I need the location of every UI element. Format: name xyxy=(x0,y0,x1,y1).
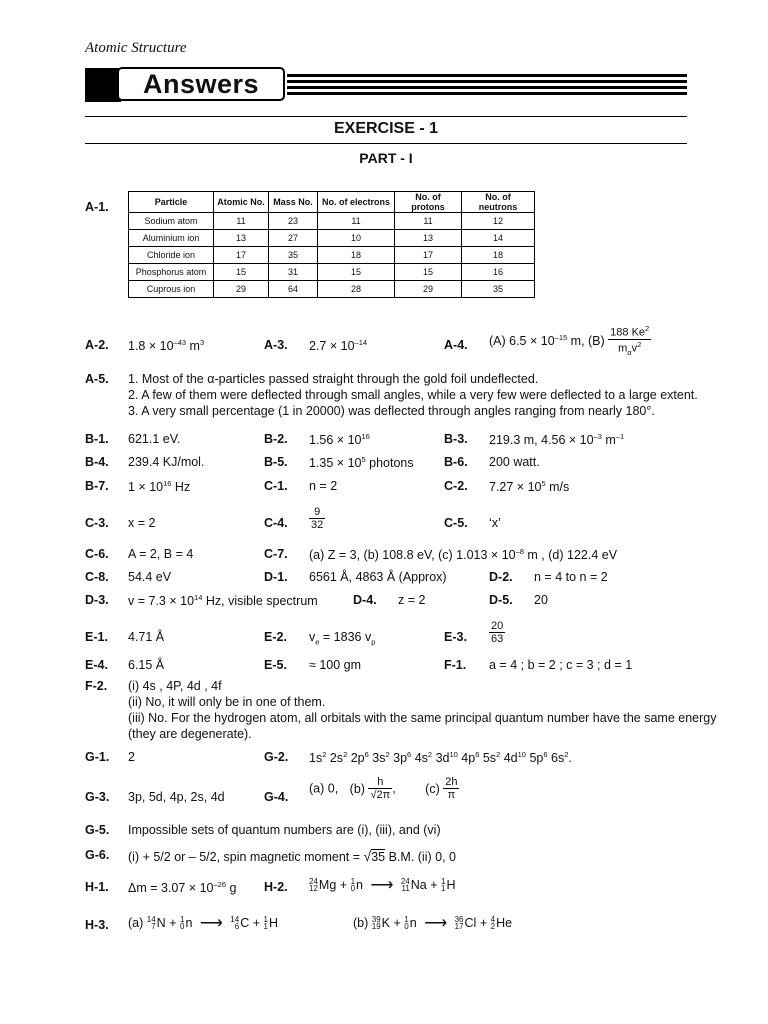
table-row xyxy=(129,281,535,298)
label-b3: B-3. xyxy=(444,432,468,446)
answer-a2: $1.8 \times 10^{-43}$ $m^3$ xyxy=(128,338,205,354)
divider-bottom xyxy=(85,143,687,144)
answer-c2: $7.27 \times 10^5$ m/s xyxy=(489,479,570,495)
table-header-row xyxy=(129,192,535,213)
answers-banner: Answers xyxy=(117,67,285,101)
answer-d5: 20 xyxy=(534,593,548,607)
answer-d2: n = 4 to n = 2 xyxy=(534,570,608,584)
answer-g2: $1s^2$ $2s^2$ $2p^6$ $3s^2$ $3p^6$ $4s^2$ $3d^{10}$ $4p^6$ $5s^2$ $4d^{10}$ $5p^6$ $6s^2$. xyxy=(309,750,572,766)
column-header: Atomic No. xyxy=(214,192,269,213)
answer-h1: $\Delta m = 3.07 \times 10^{-26}$ g xyxy=(128,880,237,896)
label-g3: G-3. xyxy=(85,790,110,804)
label-g6: G-6. xyxy=(85,848,110,862)
table-cell: 14 xyxy=(462,230,535,247)
answer-h3-b: (b) 39 19 K + 1 0 n ⟶ 36 17 Cl + 4 2 He xyxy=(353,915,513,932)
label-b2: B-2. xyxy=(264,432,288,446)
label-d5: D-5. xyxy=(489,593,513,607)
label-h1: H-1. xyxy=(85,880,109,894)
answer-f2-line1: (i) 4s , 4P, 4d , 4f xyxy=(128,679,222,693)
table-cell: 29 xyxy=(395,281,462,298)
label-e5: E-5. xyxy=(264,658,287,672)
table-cell: Sodium atom xyxy=(129,213,214,230)
label-a5: A-5. xyxy=(85,372,109,386)
table-cell: 10 xyxy=(318,230,395,247)
label-b1: B-1. xyxy=(85,432,109,446)
answer-b4: 239.4 KJ/mol. xyxy=(128,455,205,469)
table-cell: 35 xyxy=(462,281,535,298)
answer-e1: 4.71 Å xyxy=(128,630,165,644)
label-c4: C-4. xyxy=(264,516,288,530)
table-cell: 23 xyxy=(269,213,318,230)
table-cell: 11 xyxy=(318,213,395,230)
answer-c7: (a) Z = 3, (b) 108.8 eV, (c) $1.013 \times 10^{-8}$ m , (d) 122.4 eV xyxy=(309,547,618,563)
table-cell: Phosphorus atom xyxy=(129,264,214,281)
table-cell: 29 xyxy=(214,281,269,298)
answer-c6: A = 2, B = 4 xyxy=(128,547,194,561)
exercise-title: EXERCISE - 1 xyxy=(333,120,439,137)
table-cell: 11 xyxy=(214,213,269,230)
table-cell: 16 xyxy=(462,264,535,281)
label-e3: E-3. xyxy=(444,630,467,644)
label-e2: E-2. xyxy=(264,630,287,644)
label-c3: C-3. xyxy=(85,516,109,530)
table-cell: Cuprous ion xyxy=(129,281,214,298)
label-b4: B-4. xyxy=(85,455,109,469)
label-c6: C-6. xyxy=(85,547,109,561)
table-row xyxy=(129,247,535,264)
table-cell: 17 xyxy=(395,247,462,264)
table-cell: 35 xyxy=(269,247,318,264)
answer-b1: 621.1 eV. xyxy=(128,432,181,446)
label-c8: C-8. xyxy=(85,570,109,584)
answer-f2-line4: (they are degenerate). xyxy=(128,727,252,741)
table-cell: 11 xyxy=(395,213,462,230)
label-a2: A-2. xyxy=(85,338,109,352)
answer-c8: 54.4 eV xyxy=(128,570,172,584)
column-header: Mass No. xyxy=(269,192,318,213)
answer-f2-line3: (iii) No. For the hydrogen atom, all orbitals with the same principal quantum number have the same energy xyxy=(128,711,717,725)
answer-g3: 3p, 5d, 4p, 2s, 4d xyxy=(128,790,225,804)
part-title: PART - I xyxy=(359,150,413,166)
column-header: Particle xyxy=(129,192,214,213)
answer-f2-line2: (ii) No, it will only be in one of them. xyxy=(128,695,326,709)
answer-b6: 200 watt. xyxy=(489,455,540,469)
label-g4: G-4. xyxy=(264,790,289,804)
answer-b2: $1.56 \times 10^{16}$ xyxy=(309,432,370,448)
table-cell: 18 xyxy=(318,247,395,264)
table-cell: 15 xyxy=(318,264,395,281)
label-b6: B-6. xyxy=(444,455,468,469)
table-cell: 18 xyxy=(462,247,535,264)
table-cell: 13 xyxy=(395,230,462,247)
label-e1: E-1. xyxy=(85,630,108,644)
label-b5: B-5. xyxy=(264,455,288,469)
table-cell: 28 xyxy=(318,281,395,298)
table-cell: Chloride ion xyxy=(129,247,214,264)
column-header: No. of neutrons xyxy=(462,192,535,213)
answer-a4: (A) $6.5 \times 10^{-15}$ m, (B) $\frac{188 Ke^2}{m_\alpha v^2}$ xyxy=(489,324,650,357)
label-g5: G-5. xyxy=(85,823,110,837)
answer-a5-line2: 2. A few of them were deflected through small angles, while a very few were deflected to a large extent. xyxy=(128,388,698,402)
table-row xyxy=(129,213,535,230)
label-d2: D-2. xyxy=(489,570,513,584)
answer-a5-line3: 3. A very small percentage (1 in 20000) was deflected through angles ranging from nearly 180°. xyxy=(128,404,655,418)
banner-lines xyxy=(287,74,687,98)
answer-e2: $v_e = 1836$ $v_p$ xyxy=(309,630,376,647)
divider-top xyxy=(85,116,687,117)
answer-b3: 219.3 m, $4.56 \times 10^{-3}$ $m^{-1}$ xyxy=(489,432,625,448)
label-g1: G-1. xyxy=(85,750,110,764)
label-d1: D-1. xyxy=(264,570,288,584)
table-cell: 27 xyxy=(269,230,318,247)
answer-c4: $\frac{9}{32}$ xyxy=(311,506,324,531)
answer-g1: 2 xyxy=(128,750,135,764)
answer-a5-line1: 1. Most of the α-particles passed straight through the gold foil undeflected. xyxy=(128,372,539,386)
banner-block xyxy=(85,68,121,102)
answer-b7: $1 \times 10^{16}$ Hz xyxy=(128,479,191,495)
table-cell: 17 xyxy=(214,247,269,264)
answer-h2: 24 12 Mg + 1 0 n ⟶ 24 11 Na + 1 1 H xyxy=(309,877,456,894)
label-d4: D-4. xyxy=(353,593,377,607)
answer-g4: (a) 0, (b) $\frac{h}{√2\pi}$ , (c) $\frac{2h}{\pi}$ xyxy=(309,776,458,801)
label-c2: C-2. xyxy=(444,479,468,493)
label-f1: F-1. xyxy=(444,658,467,672)
answer-c5: ‘x’ xyxy=(489,516,501,530)
table-cell: 15 xyxy=(214,264,269,281)
label-a4: A-4. xyxy=(444,338,468,352)
page-header-title: Atomic Structure xyxy=(85,40,187,56)
label-g2: G-2. xyxy=(264,750,289,764)
table-cell: 15 xyxy=(395,264,462,281)
answer-d1: 6561 Å, 4863 Å (Approx) xyxy=(309,570,447,584)
label-h2: H-2. xyxy=(264,880,288,894)
answer-e3: $\frac{20}{63}$ xyxy=(491,620,504,645)
table-row xyxy=(129,230,535,247)
answer-d4: z = 2 xyxy=(398,593,426,607)
answer-f1: a = 4 ; b = 2 ; c = 3 ; d = 1 xyxy=(489,658,633,672)
answer-c3: x = 2 xyxy=(128,516,156,530)
answer-d3: $v = 7.3 \times 10^{14}$ Hz, visible spectrum xyxy=(128,593,318,609)
table-cell: 13 xyxy=(214,230,269,247)
answer-g5: Impossible sets of quantum numbers are (i), (iii), and (vi) xyxy=(128,823,441,837)
label-a1: A-1. xyxy=(85,200,109,214)
label-c1: C-1. xyxy=(264,479,288,493)
label-b7: B-7. xyxy=(85,479,109,493)
answer-h3-a: (a) 14 7 N + 1 0 n ⟶ 14 6 C + 1 1 H xyxy=(128,915,278,932)
table-row xyxy=(129,264,535,281)
atomic-table xyxy=(128,191,535,298)
answer-b5: $1.35 \times 10^5$ photons xyxy=(309,455,414,471)
answer-e5: ≈ 100 gm xyxy=(309,658,362,672)
column-header: No. of electrons xyxy=(318,192,395,213)
table-cell: Aluminium ion xyxy=(129,230,214,247)
label-f2: F-2. xyxy=(85,679,108,693)
label-a3: A-3. xyxy=(264,338,288,352)
answer-g6: (i) + 5/2 or – 5/2, spin magnetic moment = √35 B.M. (ii) 0, 0 xyxy=(128,848,456,864)
column-header: No. of protons xyxy=(395,192,462,213)
label-c5: C-5. xyxy=(444,516,468,530)
table-cell: 64 xyxy=(269,281,318,298)
label-e4: E-4. xyxy=(85,658,108,672)
answer-a3: $2.7 \times 10^{-14}$ xyxy=(309,338,368,354)
table-cell: 12 xyxy=(462,213,535,230)
answer-e4: 6.15 Å xyxy=(128,658,165,672)
label-d3: D-3. xyxy=(85,593,109,607)
label-c7: C-7. xyxy=(264,547,288,561)
answer-c1: n = 2 xyxy=(309,479,338,493)
table-cell: 31 xyxy=(269,264,318,281)
label-h3: H-3. xyxy=(85,918,109,932)
